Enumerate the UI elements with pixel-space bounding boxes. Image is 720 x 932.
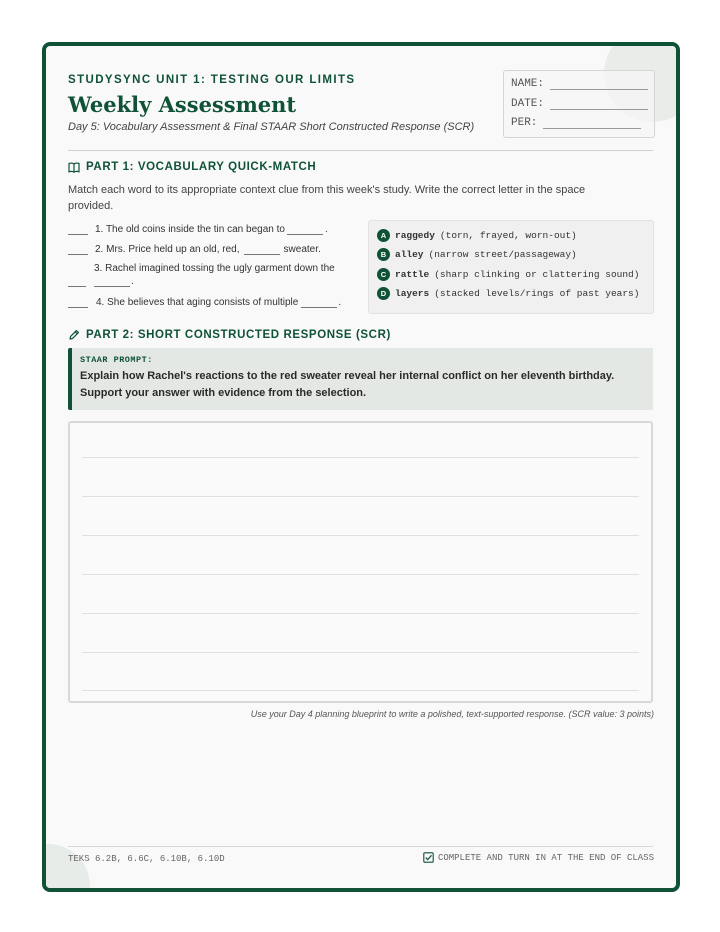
unit-label: STUDYSYNC UNIT 1: TESTING OUR LIMITS <box>68 74 356 86</box>
sentence-blank <box>244 246 280 255</box>
word-bank-item <box>377 248 577 261</box>
part2-heading-text: PART 2: SHORT CONSTRUCTED RESPONSE (SCR) <box>86 329 391 341</box>
name-label: NAME: <box>511 78 545 90</box>
response-area[interactable] <box>68 421 653 703</box>
item-text-end: sweater. <box>283 244 321 255</box>
checkbox-icon <box>423 852 434 863</box>
sentence-blank <box>287 226 323 235</box>
writing-line <box>82 652 639 653</box>
writing-line <box>82 496 639 497</box>
turn-in-text: COMPLETE AND TURN IN AT THE END OF CLASS <box>437 852 654 863</box>
pencil-icon <box>68 329 80 341</box>
prompt-text: Explain how Rachel's reactions to the red sweater reveal her internal conflict on her eleventh birthday. Support your answer with evidence from the selection. <box>80 370 615 399</box>
part1-heading-text: PART 1: VOCABULARY QUICK-MATCH <box>86 161 317 173</box>
period-field[interactable] <box>543 119 641 129</box>
list-item <box>94 263 335 274</box>
sentence-blank <box>301 299 337 308</box>
date-row <box>511 98 648 110</box>
name-field[interactable] <box>550 80 648 90</box>
list-item <box>68 297 341 308</box>
vocab-clue: (stacked levels/rings of past years) <box>434 288 640 299</box>
item-text-end: . <box>131 276 134 287</box>
item-text-end: . <box>324 224 328 235</box>
word-bank <box>368 220 654 314</box>
letter-badge: C <box>377 268 390 281</box>
part1-instructions: Match each word to its appropriate context clue from this week's study. Write the correct letter in the space provided. <box>68 184 586 212</box>
word-bank-item <box>377 287 639 300</box>
part1-heading <box>68 161 316 173</box>
answer-blank[interactable] <box>68 226 88 235</box>
vocab-clue: (narrow street/passageway) <box>428 249 577 260</box>
writing-line <box>82 574 639 575</box>
staar-prompt-box <box>68 348 653 410</box>
answer-blank[interactable] <box>68 299 88 308</box>
item-text: 4. She believes that aging consists of multiple <box>96 297 299 308</box>
item-text-end: . <box>338 297 342 308</box>
letter-badge: A <box>377 229 390 242</box>
name-row <box>511 78 648 90</box>
letter-badge: D <box>377 287 390 300</box>
divider <box>68 150 653 151</box>
footer-divider <box>68 846 653 847</box>
list-item-continued <box>68 276 134 287</box>
item-text: 2. Mrs. Price held up an old, red, <box>95 244 240 255</box>
list-item <box>68 244 321 255</box>
turn-in-note <box>423 852 654 863</box>
answer-blank[interactable] <box>68 246 88 255</box>
item-text: 1. The old coins inside the tin can began to <box>95 224 285 235</box>
period-label: PER: <box>511 117 538 129</box>
period-row <box>511 117 641 129</box>
part2-heading <box>68 329 391 341</box>
word-bank-item <box>377 268 639 281</box>
date-label: DATE: <box>511 98 545 110</box>
vocab-clue: (torn, frayed, worn-out) <box>439 230 577 241</box>
page-subtitle: Day 5: Vocabulary Assessment & Final STAAR Short Constructed Response (SCR) <box>68 121 475 133</box>
list-item <box>68 224 328 235</box>
sentence-blank <box>94 278 130 287</box>
vocab-word: layers <box>395 288 430 299</box>
page-title: Weekly Assessment <box>68 92 297 117</box>
answer-blank[interactable] <box>68 278 86 287</box>
vocab-word: raggedy <box>395 230 435 241</box>
word-bank-item <box>377 229 577 242</box>
item-text: 3. Rachel imagined tossing the ugly garment down the <box>94 263 335 274</box>
teks-label: TEKS 6.2B, 6.6C, 6.10B, 6.10D <box>68 854 225 864</box>
vocab-word: rattle <box>395 269 430 280</box>
writing-line <box>82 613 639 614</box>
book-icon <box>68 162 80 173</box>
prompt-label: STAAR PROMPT: <box>80 355 153 365</box>
writing-line <box>82 690 639 691</box>
vocab-clue: (sharp clinking or clattering sound) <box>434 269 640 280</box>
worksheet <box>42 42 680 892</box>
vocab-word: alley <box>395 249 424 260</box>
writing-line <box>82 535 639 536</box>
student-info-box <box>503 70 655 138</box>
date-field[interactable] <box>550 100 648 110</box>
writing-line <box>82 457 639 458</box>
response-note: Use your Day 4 planning blueprint to write a polished, text-supported response. (SCR value: 3 points) <box>250 709 654 719</box>
letter-badge: B <box>377 248 390 261</box>
decorative-circle <box>42 844 90 892</box>
